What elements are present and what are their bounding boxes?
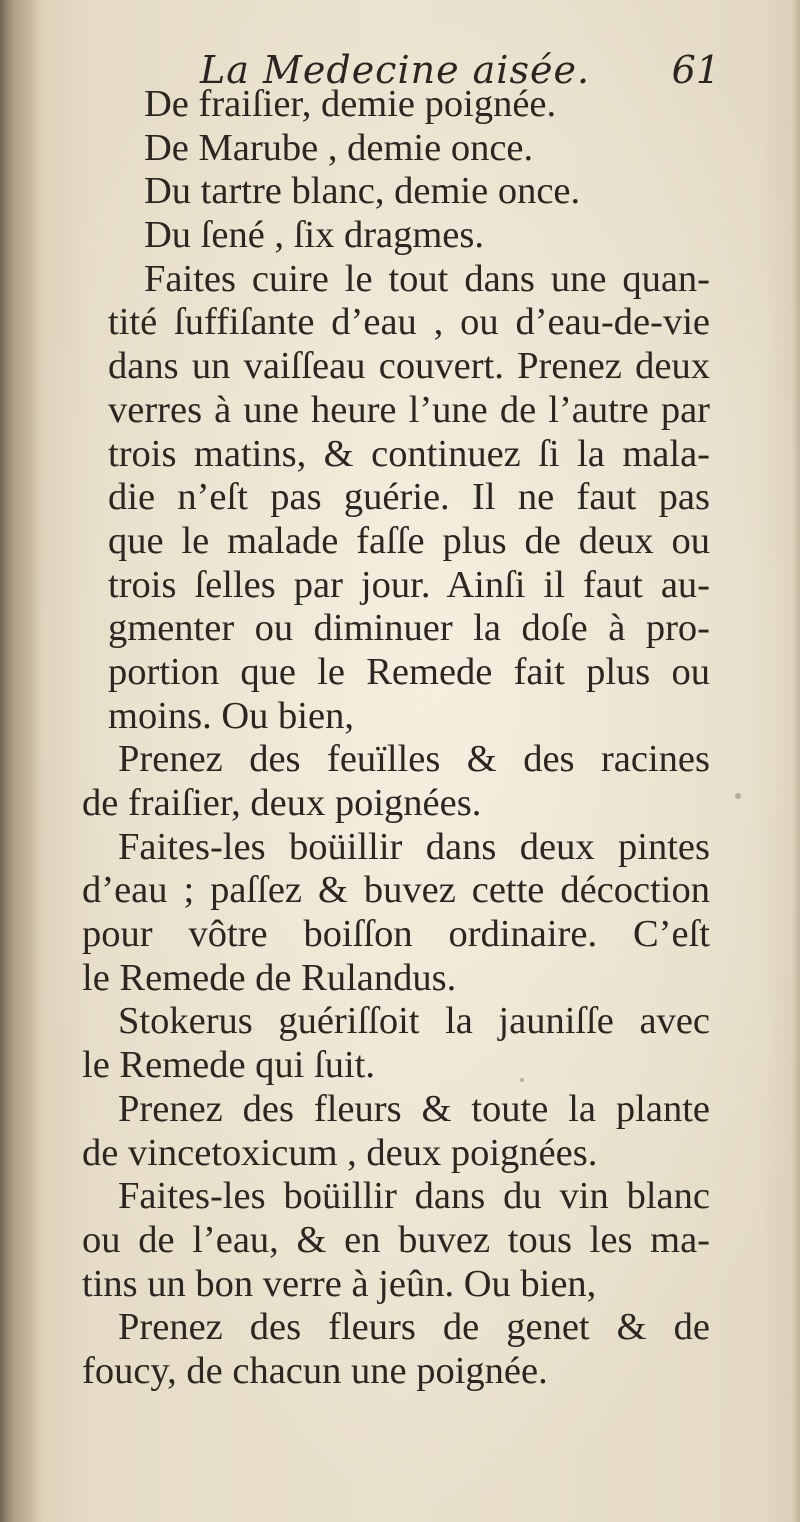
text-line: Faites-les boüillir dans deux pintes — [118, 825, 710, 868]
text-line: verres à une heure l’une de l’autre par — [108, 388, 710, 431]
book-spine-shadow — [0, 0, 42, 1522]
page-edge-shadow — [792, 0, 800, 1522]
text-line: Prenez des fleurs de genet & de — [118, 1306, 710, 1349]
body-text — [82, 83, 710, 1394]
text-line: tins un bon verre à jeûn. Ou bien, — [82, 1262, 597, 1305]
text-line: Stokerus guériſſoit la jauniſſe avec — [118, 1000, 710, 1043]
text-line: Prenez des feuïlles & des racines — [118, 738, 710, 781]
text-line: Du ſené , ſix dragmes. — [144, 214, 484, 257]
text-line: que le malade faſſe plus de deux ou — [108, 519, 710, 562]
running-title: La Medecine aisée. — [200, 48, 591, 92]
text-line: De Marube , demie once. — [144, 126, 534, 169]
text-line: moins. Ou bien, — [108, 694, 354, 737]
text-line: trois ſelles par jour. Ainſi il faut au- — [108, 563, 710, 606]
text-line: pour vôtre boiſſon ordinaire. C’eſt — [82, 913, 710, 956]
text-line: ou de l’eau, & en buvez tous les ma- — [82, 1218, 710, 1261]
text-line: De fraiſier, demie poignée. — [144, 83, 557, 125]
text-line: tité ſuffiſante d’eau , ou d’eau-de-vie — [108, 301, 710, 344]
text-line: trois matins, & continuez ſi la mala- — [108, 432, 710, 475]
text-line: Du tartre blanc, demie once. — [144, 170, 581, 213]
page-number: 61 — [671, 48, 720, 92]
text-line: dans un vaiſſeau couvert. Prenez deux — [108, 345, 710, 388]
text-line: de vincetoxicum , deux poignées. — [82, 1131, 598, 1174]
text-line: gmenter ou diminuer la doſe à pro- — [108, 607, 710, 650]
paper-speck — [735, 793, 741, 799]
text-line: de fraiſier, deux poignées. — [82, 782, 482, 824]
text-line: Prenez des fleurs & toute la plante — [118, 1087, 710, 1130]
paper-speck — [520, 1078, 524, 1082]
text-line: foucy, de chacun une poignée. — [82, 1349, 548, 1392]
text-line: portion que le Remede fait plus ou — [108, 650, 710, 693]
text-line: Faites cuire le tout dans une quan- — [144, 257, 710, 300]
text-line: d’eau ; paſſez & buvez cette décoction — [82, 869, 710, 912]
text-line: Faites-les boüillir dans du vin blanc — [118, 1175, 710, 1218]
text-line: le Remede de Rulandus. — [82, 956, 457, 999]
text-line: le Remede qui ſuit. — [82, 1044, 375, 1087]
text-line: die n’eſt pas guérie. Il ne faut pas — [108, 476, 710, 519]
